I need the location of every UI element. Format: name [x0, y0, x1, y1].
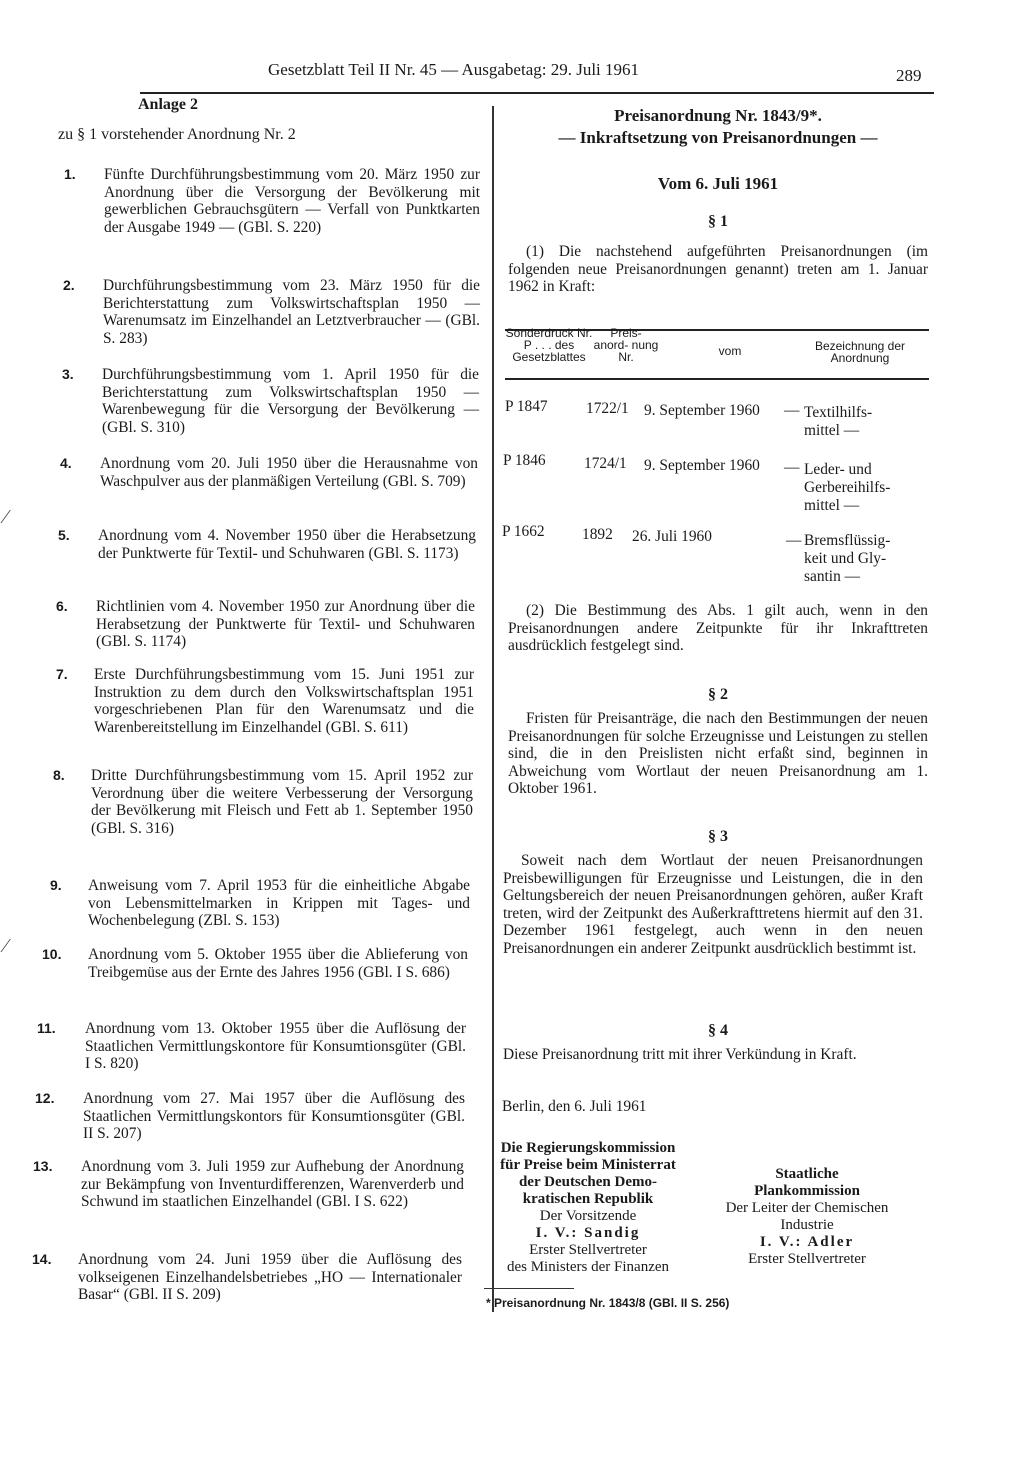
table-cell-bezeichnung: Bremsflüssig- keit und Gly- santin —	[804, 532, 891, 585]
table-cell-sonderdruck: P 1846	[503, 452, 546, 469]
table-cell-bezeichnung: Textilhilfs- mittel —	[804, 404, 873, 439]
list-item	[32, 1251, 462, 1304]
preisanordnung-subtitle: — Inkraftsetzung von Preisanordnungen —	[558, 128, 878, 147]
signature-left-title2: des Ministers der Finanzen	[506, 1259, 670, 1275]
column-divider	[492, 106, 494, 1312]
signature-left-org4: kratischen Republik	[522, 1191, 654, 1207]
table-cell-dash: —	[784, 402, 800, 419]
list-item-text: Fünfte Durchführungsbestimmung vom 20. März 1950 zur Anordnung über die Versorgung der Bevölkerung mit gewerblichen Gebrauchsgütern — Verfall von Punktkarten der Ausgabe 1949 — (GBl. S. 220)	[104, 166, 480, 236]
table-cell-vom: 26. Juli 1960	[632, 528, 712, 545]
table-header-rule	[505, 378, 929, 380]
list-item-number: 4.	[60, 455, 72, 471]
anlage-reference: zu § 1 vorstehender Anordnung Nr. 2	[58, 126, 296, 143]
margin-mark: ⁄	[4, 935, 8, 957]
table-cell-nr: 1892	[582, 526, 613, 543]
list-item	[56, 666, 474, 736]
signature-left-org2: für Preise beim Ministerrat	[500, 1157, 676, 1173]
list-item	[50, 877, 470, 930]
table-header-vom: vom	[718, 344, 742, 358]
section-3-text: Soweit nach dem Wortlaut der neuen Preisanordnungen Preisbewilligungen für Erzeugnisse und Leistungen, die in den Geltungsbereich der neuen Preisanordnungen gehören, außer Kraft treten, wird der Zeitpunkt des Außerkrafttretens hiermit auf den 31. Dezember 1961 festgelegt, auch wenn in den neuen Preisanordnungen ein anderer Zeitpunkt ausdrücklich bestimmt ist.	[503, 852, 923, 957]
section-1-paragraph-2: (2) Die Bestimmung des Abs. 1 gilt auch, wenn in den Preisanordnungen andere Zeitpunkte für ihr Inkrafttreten ausdrücklich festgelegt sind.	[508, 602, 928, 655]
table-cell-vom: 9. September 1960	[644, 457, 760, 474]
anlage-title: Anlage 2	[138, 96, 198, 113]
table-header-nr: Preis- anord- nung Nr.	[593, 326, 659, 364]
table-cell-dash: —	[786, 532, 802, 549]
section-heading-1: § 1	[708, 213, 728, 230]
table-cell-nr: 1724/1	[584, 455, 627, 472]
table-cell-bezeichnung: Leder- und Gerbereihilfs- mittel —	[804, 461, 891, 514]
list-item-text: Dritte Durchführungsbestimmung vom 15. April 1952 zur Verordnung über die weitere Verbesserung der Versorgung der Bevölkerung mit Fleisch und Fett ab 1. September 1950 (GBl. S. 316)	[91, 767, 473, 837]
table-cell-vom: 9. September 1960	[644, 402, 760, 419]
section-heading-2: § 2	[708, 686, 728, 703]
header-title: Gesetzblatt Teil II Nr. 45 — Ausgabetag: 29. Juli 1961	[268, 60, 640, 79]
list-item-text: Anordnung vom 5. Oktober 1955 über die Ablieferung von Treibgemüse aus der Ernte des Jahres 1956 (GBl. I S. 686)	[88, 946, 468, 981]
signature-left-name: I. V.: Sandig	[535, 1225, 641, 1241]
list-item-text: Anordnung vom 3. Juli 1959 zur Aufhebung der Anordnung zur Bekämpfung von Inventurdifferenzen, Warenverderb und Schwund im staatlichen Einzelhandel (GBl. I S. 622)	[81, 1158, 464, 1211]
list-item-number: 11.	[37, 1020, 56, 1036]
table-header-bezeichnung: Bezeichnung der Anordnung	[814, 339, 906, 365]
list-item-text: Anordnung vom 20. Juli 1950 über die Herausnahme von Waschpulver aus der planmäßigen Verteilung (GBl. S. 709)	[100, 455, 478, 490]
signature-left-org3: der Deutschen Demo-	[518, 1174, 658, 1190]
signature-left-org1: Die Regierungskommission	[500, 1140, 676, 1156]
list-item-number: 5.	[58, 527, 70, 543]
list-item	[42, 946, 468, 981]
list-item	[62, 366, 479, 436]
list-item-text: Erste Durchführungsbestimmung vom 15. Juni 1951 zur Instruktion zu dem durch den Volkswirtschaftsplan 1951 vorgeschriebenen Plan für den Warenumsatz und die Warenbereitstellung im Einzelhandel (GBl. S. 611)	[94, 666, 474, 736]
signature-right-org1: Staatliche	[775, 1166, 839, 1182]
section-heading-4: § 4	[708, 1022, 728, 1039]
list-item-number: 8.	[53, 767, 65, 783]
place-date: Berlin, den 6. Juli 1961	[502, 1098, 647, 1115]
signature-right	[700, 1166, 914, 1268]
signature-left-title1: Erster Stellvertreter	[529, 1242, 647, 1258]
list-item	[33, 1158, 464, 1211]
list-item-text: Anweisung vom 7. April 1953 für die einheitliche Abgabe von Lebensmittelmarken in Krippen mit Tages- und Wochenbelegung (ZBl. S. 153)	[88, 877, 470, 930]
signature-right-role1: Der Leiter der Chemischen	[725, 1200, 889, 1216]
list-item-number: 14.	[32, 1251, 52, 1267]
list-item-number: 10.	[42, 946, 62, 962]
list-item	[37, 1020, 466, 1073]
list-item-text: Durchführungsbestimmung vom 1. April 1950 für die Berichterstattung zum Volkswirtschaftsplan 1950 — Warenbewegung für die Versorgung der Bevölkerung — (GBl. S. 310)	[102, 366, 479, 436]
preisanordnung-title: Preisanordnung Nr. 1843/9*.	[614, 106, 822, 125]
list-item-text: Richtlinien vom 4. November 1950 zur Anordnung über die Herabsetzung der Punktwerte für Textil- und Schuhwaren (GBl. S. 1174)	[96, 598, 475, 651]
page-number: 289	[896, 66, 922, 85]
list-item	[53, 767, 473, 837]
section-2-text: Fristen für Preisanträge, die nach den Bestimmungen der neuen Preisanordnungen für solche Erzeugnisse und Leistungen zu stellen sind, die in den Preislisten nicht erfaßt sind, beginnen in Abweichung vom Wortlaut der neuen Preisanordnung am 1. Oktober 1961.	[508, 710, 928, 798]
signature-right-org2: Plankommission	[754, 1183, 860, 1199]
list-item	[35, 1090, 465, 1143]
list-item-text: Anordnung vom 27. Mai 1957 über die Auflösung des Staatlichen Vermittlungskontors für Konsumtionsgüter (GBl. II S. 207)	[83, 1090, 465, 1143]
section-heading-3: § 3	[708, 828, 728, 845]
list-item	[63, 277, 480, 347]
table-cell-dash: —	[784, 459, 800, 476]
margin-mark: ⁄	[4, 506, 8, 528]
header-rule	[140, 92, 934, 94]
list-item	[64, 166, 480, 236]
signature-right-role2: Industrie	[780, 1217, 834, 1233]
list-item	[58, 527, 476, 562]
table-header-sonderdruck: Sonderdruck Nr. P . . . des Gesetzblattes	[505, 326, 593, 364]
list-item	[60, 455, 478, 490]
footnote-rule	[484, 1288, 574, 1289]
list-item-number: 13.	[33, 1158, 53, 1174]
list-item-text: Anordnung vom 13. Oktober 1955 über die Auflösung der Staatlichen Vermittlungskontore für Konsumtionsgüter (GBl. I S. 820)	[85, 1020, 466, 1073]
list-item-text: Anordnung vom 24. Juni 1959 über die Auflösung des volkseigenen Einzelhandelsbetriebes „HO — Internationaler Basar“ (GBl. II S. 209)	[78, 1251, 462, 1304]
section-4-text: Diese Preisanordnung tritt mit ihrer Verkündung in Kraft.	[503, 1046, 857, 1063]
list-item-text: Anordnung vom 4. November 1950 über die Herabsetzung der Punktwerte für Textil- und Schuhwaren (GBl. S. 1173)	[98, 527, 476, 562]
signature-right-title: Erster Stellvertreter	[748, 1251, 866, 1267]
footnote: * Preisanordnung Nr. 1843/8 (GBl. II S. 256)	[486, 1296, 730, 1310]
signature-left-role: Der Vorsitzende	[539, 1208, 637, 1224]
table-cell-sonderdruck: P 1847	[505, 398, 548, 415]
signature-right-name: I. V.: Adler	[759, 1234, 855, 1250]
list-item-number: 9.	[50, 877, 62, 893]
list-item-number: 12.	[35, 1090, 55, 1106]
preisanordnung-date: Vom 6. Juli 1961	[657, 174, 779, 193]
table-cell-nr: 1722/1	[586, 400, 629, 417]
list-item-number: 6.	[56, 598, 68, 614]
section-1-paragraph-1: (1) Die nachstehend aufgeführten Preisanordnungen (im folgenden neue Preisanordnungen genannt) treten am 1. Januar 1962 in Kraft:	[508, 243, 928, 296]
list-item-number: 7.	[56, 666, 68, 682]
list-item-number: 2.	[63, 277, 75, 293]
list-item-text: Durchführungsbestimmung vom 23. März 1950 für die Berichterstattung zum Volkswirtschaftsplan 1950 — Warenumsatz im Einzelhandel an Letztverbraucher — (GBl. S. 283)	[103, 277, 480, 347]
list-item-number: 1.	[64, 166, 76, 182]
signature-left	[478, 1140, 698, 1276]
list-item-number: 3.	[62, 366, 74, 382]
list-item	[56, 598, 475, 651]
table-cell-sonderdruck: P 1662	[502, 523, 545, 540]
